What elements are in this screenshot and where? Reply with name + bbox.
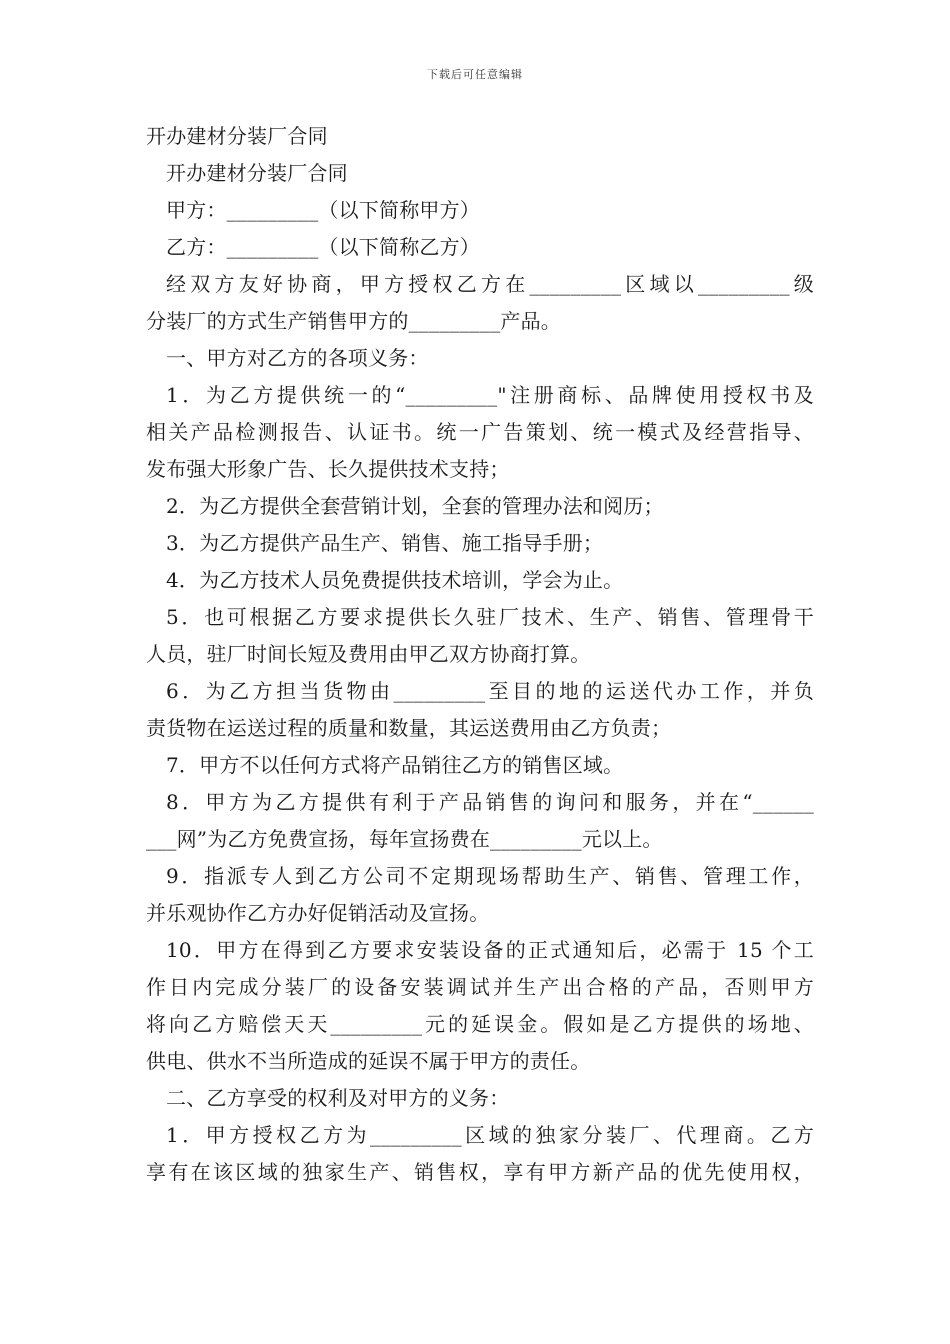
contract-text-line: 2．为乙方提供全套营销计划，全套的管理办法和阅历；	[166, 494, 664, 518]
contract-text-line: 供电、供水不当所造成的延误不属于甲方的责任。	[146, 1049, 591, 1073]
contract-text-line: 1．甲方授权乙方为_________区域的独家分装厂、代理商。乙方	[166, 1123, 814, 1147]
contract-text-line: 5．也可根据乙方要求提供长久驻厂技术、生产、销售、管理骨干	[166, 605, 814, 629]
contract-text-line: 开办建材分装厂合同	[146, 124, 328, 148]
contract-body	[146, 118, 814, 1191]
contract-text-line: 乙方：_________（以下简称乙方）	[166, 235, 480, 259]
contract-text-line: 4．为乙方技术人员免费提供技术培训，学会为止。	[166, 568, 624, 592]
contract-text-line: 一、甲方对乙方的各项义务：	[166, 346, 429, 370]
contract-text-line: ___网”为乙方免费宣扬，每年宣扬费在_________元以上。	[146, 827, 663, 851]
contract-text-line: 并乐观协作乙方办好促销活动及宣扬。	[146, 901, 490, 925]
contract-text-line: 人员，驻厂时间长短及费用由甲乙双方协商打算。	[146, 642, 591, 666]
contract-text-line: 1．为乙方提供统一的“_________"注册商标、品牌使用授权书及	[166, 383, 814, 407]
contract-text-line: 发布强大形象广告、长久提供技术支持；	[146, 457, 510, 481]
contract-text-line: 经双方友好协商，甲方授权乙方在_________区域以_________级	[166, 272, 814, 296]
contract-text-line: 将向乙方赔偿天天_________元的延误金。假如是乙方提供的场地、	[146, 1012, 814, 1036]
contract-text-line: 分装厂的方式生产销售甲方的_________产品。	[146, 309, 561, 333]
contract-text-line: 9．指派专人到乙方公司不定期现场帮助生产、销售、管理工作，	[166, 864, 814, 888]
contract-text-line: 10．甲方在得到乙方要求安装设备的正式通知后，必需于 15 个工	[166, 938, 814, 962]
contract-text-line: 8．甲方为乙方提供有利于产品销售的询问和服务，并在“______	[166, 790, 814, 814]
contract-text-line: 甲方：_________（以下简称甲方）	[166, 198, 480, 222]
page-header-watermark: 下载后可任意编辑	[427, 68, 523, 81]
contract-text-line: 开办建材分装厂合同	[166, 161, 348, 185]
contract-text-line: 相关产品检测报告、认证书。统一广告策划、统一模式及经营指导、	[146, 420, 814, 444]
contract-text-line: 享有在该区域的独家生产、销售权，享有甲方新产品的优先使用权，	[146, 1160, 814, 1184]
contract-text-line: 作日内完成分装厂的设备安装调试并生产出合格的产品，否则甲方	[146, 975, 814, 999]
contract-text-line: 7．甲方不以任何方式将产品销往乙方的销售区域。	[166, 753, 624, 777]
contract-text-line: 6．为乙方担当货物由_________至目的地的运送代办工作，并负	[166, 679, 814, 703]
contract-text-line: 责货物在运送过程的质量和数量，其运送费用由乙方负责；	[146, 716, 672, 740]
contract-text-line: 3．为乙方提供产品生产、销售、施工指导手册；	[166, 531, 604, 555]
contract-text-line: 二、乙方享受的权利及对甲方的义务：	[166, 1086, 510, 1110]
